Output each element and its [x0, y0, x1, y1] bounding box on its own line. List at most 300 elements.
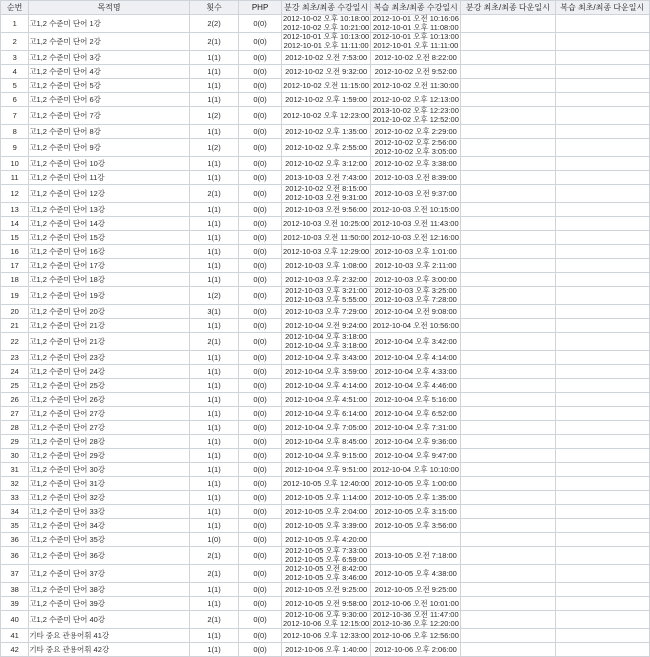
cell-count[interactable]: 2(1) — [189, 185, 239, 203]
cell-lecture-download[interactable] — [461, 287, 555, 305]
cell-review-download[interactable] — [555, 365, 649, 379]
cell-no[interactable]: 31 — [1, 463, 29, 477]
table-row[interactable] — [1, 583, 650, 597]
table-row[interactable] — [1, 51, 650, 65]
cell-php[interactable]: 0(0) — [239, 125, 281, 139]
cell-lecture-download[interactable] — [461, 597, 555, 611]
cell-title[interactable]: 고1,2 수준미 단어 25강 — [29, 379, 189, 393]
table-row[interactable] — [1, 449, 650, 463]
table-row[interactable] — [1, 93, 650, 107]
cell-count[interactable]: 1(1) — [189, 217, 239, 231]
cell-review-download[interactable] — [555, 217, 649, 231]
cell-review-datetime[interactable] — [371, 217, 461, 231]
cell-review-datetime[interactable] — [371, 533, 461, 547]
cell-no[interactable]: 32 — [1, 477, 29, 491]
cell-title[interactable]: 고1,2 수준미 단어 5강 — [29, 79, 189, 93]
cell-lecture-download[interactable] — [461, 477, 555, 491]
cell-lecture-datetime[interactable] — [281, 463, 371, 477]
cell-count[interactable]: 1(1) — [189, 65, 239, 79]
table-row[interactable] — [1, 365, 650, 379]
cell-lecture-datetime[interactable] — [281, 611, 371, 629]
cell-lecture-download[interactable] — [461, 245, 555, 259]
table-row[interactable] — [1, 171, 650, 185]
cell-title[interactable]: 고1,2 수준미 단어 1강 — [29, 15, 189, 33]
table-row[interactable] — [1, 65, 650, 79]
table-row[interactable] — [1, 565, 650, 583]
cell-lecture-download[interactable] — [461, 491, 555, 505]
cell-lecture-datetime[interactable] — [281, 287, 371, 305]
table-row[interactable] — [1, 203, 650, 217]
cell-title[interactable]: 고1,2 수준미 단어 32강 — [29, 491, 189, 505]
cell-title[interactable]: 고1,2 수준미 단어 21강 — [29, 319, 189, 333]
cell-count[interactable]: 2(2) — [189, 15, 239, 33]
cell-review-download[interactable] — [555, 93, 649, 107]
cell-review-datetime[interactable] — [371, 93, 461, 107]
cell-lecture-download[interactable] — [461, 125, 555, 139]
cell-no[interactable]: 30 — [1, 449, 29, 463]
cell-lecture-datetime[interactable] — [281, 245, 371, 259]
cell-lecture-datetime[interactable] — [281, 79, 371, 93]
cell-no[interactable]: 19 — [1, 287, 29, 305]
cell-lecture-download[interactable] — [461, 449, 555, 463]
cell-lecture-datetime[interactable] — [281, 273, 371, 287]
cell-count[interactable]: 1(1) — [189, 157, 239, 171]
cell-title[interactable]: 고1,2 수준미 단어 18강 — [29, 273, 189, 287]
cell-count[interactable]: 1(1) — [189, 125, 239, 139]
table-row[interactable] — [1, 597, 650, 611]
cell-lecture-datetime[interactable] — [281, 533, 371, 547]
cell-lecture-datetime[interactable] — [281, 305, 371, 319]
cell-review-download[interactable] — [555, 533, 649, 547]
cell-no[interactable]: 26 — [1, 393, 29, 407]
cell-review-download[interactable] — [555, 157, 649, 171]
cell-review-download[interactable] — [555, 491, 649, 505]
cell-count[interactable]: 1(1) — [189, 435, 239, 449]
cell-no[interactable]: 4 — [1, 65, 29, 79]
cell-no[interactable]: 35 — [1, 519, 29, 533]
table-row[interactable] — [1, 231, 650, 245]
cell-php[interactable]: 0(0) — [239, 407, 281, 421]
cell-title[interactable]: 고1,2 수준미 단어 37강 — [29, 565, 189, 583]
cell-review-download[interactable] — [555, 319, 649, 333]
cell-count[interactable]: 1(1) — [189, 643, 239, 657]
cell-review-download[interactable] — [555, 231, 649, 245]
table-row[interactable] — [1, 611, 650, 629]
cell-count[interactable]: 1(1) — [189, 477, 239, 491]
cell-title[interactable]: 고1,2 수준미 단어 19강 — [29, 287, 189, 305]
cell-php[interactable]: 0(0) — [239, 333, 281, 351]
cell-lecture-download[interactable] — [461, 185, 555, 203]
cell-count[interactable]: 1(1) — [189, 463, 239, 477]
cell-lecture-datetime[interactable] — [281, 171, 371, 185]
cell-php[interactable]: 0(0) — [239, 245, 281, 259]
cell-no[interactable]: 12 — [1, 185, 29, 203]
table-row[interactable] — [1, 157, 650, 171]
cell-review-download[interactable] — [555, 245, 649, 259]
cell-php[interactable]: 0(0) — [239, 519, 281, 533]
cell-review-download[interactable] — [555, 351, 649, 365]
cell-no[interactable]: 13 — [1, 203, 29, 217]
cell-php[interactable]: 0(0) — [239, 79, 281, 93]
cell-title[interactable]: 고1,2 수준미 단어 3강 — [29, 51, 189, 65]
cell-count[interactable]: 1(1) — [189, 273, 239, 287]
cell-review-download[interactable] — [555, 449, 649, 463]
cell-title[interactable]: 고1,2 수준미 단어 6강 — [29, 93, 189, 107]
cell-count[interactable]: 1(1) — [189, 171, 239, 185]
cell-review-datetime[interactable] — [371, 287, 461, 305]
cell-php[interactable]: 0(0) — [239, 217, 281, 231]
cell-lecture-datetime[interactable] — [281, 449, 371, 463]
cell-no[interactable]: 14 — [1, 217, 29, 231]
cell-lecture-datetime[interactable] — [281, 407, 371, 421]
cell-review-download[interactable] — [555, 519, 649, 533]
table-row[interactable] — [1, 319, 650, 333]
cell-php[interactable]: 0(0) — [239, 477, 281, 491]
cell-no[interactable]: 25 — [1, 379, 29, 393]
cell-title[interactable]: 고1,2 수준미 단어 36강 — [29, 547, 189, 565]
cell-count[interactable]: 1(1) — [189, 519, 239, 533]
cell-review-datetime[interactable] — [371, 407, 461, 421]
cell-php[interactable]: 0(0) — [239, 203, 281, 217]
cell-review-datetime[interactable] — [371, 65, 461, 79]
cell-php[interactable]: 0(0) — [239, 643, 281, 657]
cell-lecture-datetime[interactable] — [281, 379, 371, 393]
cell-php[interactable]: 0(0) — [239, 93, 281, 107]
cell-count[interactable]: 2(1) — [189, 611, 239, 629]
cell-review-download[interactable] — [555, 259, 649, 273]
cell-review-download[interactable] — [555, 629, 649, 643]
cell-review-download[interactable] — [555, 185, 649, 203]
cell-php[interactable]: 0(0) — [239, 107, 281, 125]
cell-no[interactable]: 18 — [1, 273, 29, 287]
cell-php[interactable]: 0(0) — [239, 157, 281, 171]
cell-count[interactable]: 1(1) — [189, 93, 239, 107]
cell-review-download[interactable] — [555, 15, 649, 33]
cell-php[interactable]: 0(0) — [239, 305, 281, 319]
column-header-count[interactable]: 횟수 — [189, 1, 239, 15]
cell-lecture-datetime[interactable] — [281, 547, 371, 565]
column-header-review-datetime[interactable]: 복습 최초/최종 수강일시 — [371, 1, 461, 15]
cell-lecture-download[interactable] — [461, 393, 555, 407]
table-row[interactable] — [1, 125, 650, 139]
cell-review-download[interactable] — [555, 305, 649, 319]
cell-review-datetime[interactable] — [371, 379, 461, 393]
table-row[interactable] — [1, 463, 650, 477]
table-row[interactable] — [1, 351, 650, 365]
column-header-review-download[interactable]: 복습 최초/최종 다운일시 — [555, 1, 649, 15]
cell-title[interactable]: 고1,2 수준미 단어 4강 — [29, 65, 189, 79]
cell-lecture-download[interactable] — [461, 157, 555, 171]
cell-review-datetime[interactable] — [371, 125, 461, 139]
cell-review-datetime[interactable] — [371, 139, 461, 157]
cell-title[interactable]: 고1,2 수준미 단어 33강 — [29, 505, 189, 519]
cell-lecture-datetime[interactable] — [281, 107, 371, 125]
table-row[interactable] — [1, 287, 650, 305]
cell-no[interactable]: 21 — [1, 319, 29, 333]
cell-lecture-download[interactable] — [461, 33, 555, 51]
table-row[interactable] — [1, 477, 650, 491]
table-row[interactable] — [1, 273, 650, 287]
cell-review-download[interactable] — [555, 463, 649, 477]
cell-review-datetime[interactable] — [371, 519, 461, 533]
cell-php[interactable]: 0(0) — [239, 629, 281, 643]
cell-review-datetime[interactable] — [371, 51, 461, 65]
cell-lecture-download[interactable] — [461, 611, 555, 629]
cell-no[interactable]: 27 — [1, 407, 29, 421]
cell-php[interactable]: 0(0) — [239, 611, 281, 629]
cell-php[interactable]: 0(0) — [239, 565, 281, 583]
cell-lecture-download[interactable] — [461, 65, 555, 79]
cell-lecture-datetime[interactable] — [281, 505, 371, 519]
cell-no[interactable]: 24 — [1, 365, 29, 379]
cell-review-datetime[interactable] — [371, 463, 461, 477]
cell-lecture-download[interactable] — [461, 365, 555, 379]
cell-no[interactable]: 16 — [1, 245, 29, 259]
table-row[interactable] — [1, 435, 650, 449]
cell-no[interactable]: 7 — [1, 107, 29, 125]
cell-review-datetime[interactable] — [371, 203, 461, 217]
cell-lecture-datetime[interactable] — [281, 33, 371, 51]
cell-php[interactable]: 0(0) — [239, 533, 281, 547]
cell-title[interactable]: 고1,2 수준미 단어 9강 — [29, 139, 189, 157]
cell-title[interactable]: 고1,2 수준미 단어 16강 — [29, 245, 189, 259]
cell-count[interactable]: 1(1) — [189, 231, 239, 245]
cell-no[interactable]: 2 — [1, 33, 29, 51]
cell-lecture-download[interactable] — [461, 533, 555, 547]
cell-count[interactable]: 1(1) — [189, 379, 239, 393]
cell-title[interactable]: 고1,2 수준미 단어 39강 — [29, 597, 189, 611]
cell-count[interactable]: 2(1) — [189, 333, 239, 351]
cell-count[interactable]: 1(1) — [189, 449, 239, 463]
cell-review-download[interactable] — [555, 597, 649, 611]
cell-count[interactable]: 1(1) — [189, 259, 239, 273]
cell-lecture-download[interactable] — [461, 273, 555, 287]
cell-lecture-datetime[interactable] — [281, 231, 371, 245]
cell-title[interactable]: 고1,2 수준미 단어 27강 — [29, 421, 189, 435]
cell-lecture-datetime[interactable] — [281, 435, 371, 449]
cell-title[interactable]: 고1,2 수준미 단어 26강 — [29, 393, 189, 407]
column-header-lecture-datetime[interactable]: 분강 최초/최종 수강일시 — [281, 1, 371, 15]
cell-lecture-datetime[interactable] — [281, 365, 371, 379]
table-row[interactable] — [1, 139, 650, 157]
cell-no[interactable]: 6 — [1, 93, 29, 107]
cell-count[interactable]: 1(1) — [189, 319, 239, 333]
cell-php[interactable]: 0(0) — [239, 421, 281, 435]
table-row[interactable] — [1, 407, 650, 421]
cell-review-datetime[interactable] — [371, 15, 461, 33]
cell-review-download[interactable] — [555, 51, 649, 65]
cell-review-download[interactable] — [555, 435, 649, 449]
cell-php[interactable]: 0(0) — [239, 65, 281, 79]
table-row[interactable] — [1, 491, 650, 505]
cell-review-datetime[interactable] — [371, 643, 461, 657]
cell-title[interactable]: 고1,2 수준미 단어 2강 — [29, 33, 189, 51]
cell-title[interactable]: 고1,2 수준미 단어 38강 — [29, 583, 189, 597]
cell-no[interactable]: 3 — [1, 51, 29, 65]
cell-lecture-datetime[interactable] — [281, 203, 371, 217]
cell-review-datetime[interactable] — [371, 629, 461, 643]
cell-count[interactable]: 1(1) — [189, 351, 239, 365]
cell-title[interactable]: 고1,2 수준미 단어 40강 — [29, 611, 189, 629]
cell-review-download[interactable] — [555, 139, 649, 157]
cell-review-datetime[interactable] — [371, 305, 461, 319]
cell-lecture-datetime[interactable] — [281, 519, 371, 533]
cell-title[interactable]: 기타 중요 관용어휘 42강 — [29, 643, 189, 657]
cell-no[interactable]: 1 — [1, 15, 29, 33]
cell-no[interactable]: 39 — [1, 597, 29, 611]
cell-title[interactable]: 고1,2 수준미 단어 24강 — [29, 365, 189, 379]
table-row[interactable] — [1, 333, 650, 351]
cell-count[interactable]: 1(1) — [189, 407, 239, 421]
cell-title[interactable]: 고1,2 수준미 단어 13강 — [29, 203, 189, 217]
cell-lecture-download[interactable] — [461, 171, 555, 185]
cell-title[interactable]: 고1,2 수준미 단어 30강 — [29, 463, 189, 477]
cell-review-datetime[interactable] — [371, 231, 461, 245]
cell-lecture-datetime[interactable] — [281, 15, 371, 33]
cell-lecture-datetime[interactable] — [281, 93, 371, 107]
cell-count[interactable]: 1(2) — [189, 107, 239, 125]
cell-php[interactable]: 0(0) — [239, 139, 281, 157]
cell-review-datetime[interactable] — [371, 185, 461, 203]
cell-no[interactable]: 28 — [1, 421, 29, 435]
cell-count[interactable]: 1(1) — [189, 421, 239, 435]
cell-review-download[interactable] — [555, 407, 649, 421]
cell-lecture-download[interactable] — [461, 565, 555, 583]
cell-title[interactable]: 고1,2 수준미 단어 35강 — [29, 533, 189, 547]
cell-php[interactable]: 0(0) — [239, 463, 281, 477]
cell-review-download[interactable] — [555, 393, 649, 407]
cell-lecture-datetime[interactable] — [281, 629, 371, 643]
cell-lecture-download[interactable] — [461, 79, 555, 93]
cell-count[interactable]: 1(0) — [189, 533, 239, 547]
cell-php[interactable]: 0(0) — [239, 505, 281, 519]
cell-php[interactable]: 0(0) — [239, 185, 281, 203]
cell-title[interactable]: 고1,2 수준미 단어 23강 — [29, 351, 189, 365]
cell-no[interactable]: 20 — [1, 305, 29, 319]
cell-lecture-datetime[interactable] — [281, 351, 371, 365]
cell-lecture-download[interactable] — [461, 379, 555, 393]
cell-lecture-download[interactable] — [461, 583, 555, 597]
cell-review-download[interactable] — [555, 477, 649, 491]
cell-title[interactable]: 고1,2 수준미 단어 17강 — [29, 259, 189, 273]
cell-review-datetime[interactable] — [371, 79, 461, 93]
cell-lecture-datetime[interactable] — [281, 491, 371, 505]
cell-lecture-datetime[interactable] — [281, 477, 371, 491]
cell-lecture-datetime[interactable] — [281, 597, 371, 611]
cell-review-download[interactable] — [555, 421, 649, 435]
cell-review-datetime[interactable] — [371, 435, 461, 449]
cell-no[interactable]: 10 — [1, 157, 29, 171]
cell-no[interactable]: 5 — [1, 79, 29, 93]
table-row[interactable] — [1, 217, 650, 231]
cell-lecture-download[interactable] — [461, 519, 555, 533]
cell-php[interactable]: 0(0) — [239, 449, 281, 463]
cell-review-download[interactable] — [555, 125, 649, 139]
cell-lecture-datetime[interactable] — [281, 393, 371, 407]
cell-review-datetime[interactable] — [371, 491, 461, 505]
cell-title[interactable]: 고1,2 수준미 단어 14강 — [29, 217, 189, 231]
cell-title[interactable]: 고1,2 수준미 단어 8강 — [29, 125, 189, 139]
cell-lecture-datetime[interactable] — [281, 333, 371, 351]
cell-review-datetime[interactable] — [371, 505, 461, 519]
cell-title[interactable]: 고1,2 수준미 단어 28강 — [29, 435, 189, 449]
table-row[interactable] — [1, 379, 650, 393]
cell-no[interactable]: 36 — [1, 547, 29, 565]
cell-php[interactable]: 0(0) — [239, 171, 281, 185]
cell-lecture-download[interactable] — [461, 505, 555, 519]
cell-lecture-download[interactable] — [461, 351, 555, 365]
cell-lecture-datetime[interactable] — [281, 421, 371, 435]
cell-count[interactable]: 1(1) — [189, 491, 239, 505]
cell-lecture-download[interactable] — [461, 547, 555, 565]
cell-php[interactable]: 0(0) — [239, 583, 281, 597]
cell-review-download[interactable] — [555, 171, 649, 185]
cell-php[interactable]: 0(0) — [239, 597, 281, 611]
table-row[interactable] — [1, 643, 650, 657]
cell-count[interactable]: 2(1) — [189, 565, 239, 583]
cell-no[interactable]: 36 — [1, 533, 29, 547]
cell-php[interactable]: 0(0) — [239, 547, 281, 565]
cell-php[interactable]: 0(0) — [239, 287, 281, 305]
cell-lecture-download[interactable] — [461, 333, 555, 351]
cell-review-datetime[interactable] — [371, 333, 461, 351]
cell-lecture-datetime[interactable] — [281, 185, 371, 203]
cell-lecture-datetime[interactable] — [281, 65, 371, 79]
cell-title[interactable]: 고1,2 수준미 단어 11강 — [29, 171, 189, 185]
cell-title[interactable]: 고1,2 수준미 단어 20강 — [29, 305, 189, 319]
cell-title[interactable]: 고1,2 수준미 단어 31강 — [29, 477, 189, 491]
cell-title[interactable]: 고1,2 수준미 단어 21강 — [29, 333, 189, 351]
cell-php[interactable]: 0(0) — [239, 33, 281, 51]
cell-review-datetime[interactable] — [371, 171, 461, 185]
cell-review-datetime[interactable] — [371, 583, 461, 597]
cell-lecture-datetime[interactable] — [281, 319, 371, 333]
cell-lecture-download[interactable] — [461, 305, 555, 319]
cell-count[interactable]: 1(1) — [189, 505, 239, 519]
cell-title[interactable]: 기타 중요 관용어휘 41강 — [29, 629, 189, 643]
cell-review-download[interactable] — [555, 583, 649, 597]
cell-count[interactable]: 1(1) — [189, 393, 239, 407]
cell-review-datetime[interactable] — [371, 547, 461, 565]
cell-no[interactable]: 29 — [1, 435, 29, 449]
cell-lecture-datetime[interactable] — [281, 583, 371, 597]
cell-php[interactable]: 0(0) — [239, 379, 281, 393]
cell-lecture-download[interactable] — [461, 15, 555, 33]
cell-review-datetime[interactable] — [371, 33, 461, 51]
cell-no[interactable]: 17 — [1, 259, 29, 273]
table-row[interactable] — [1, 305, 650, 319]
cell-lecture-download[interactable] — [461, 51, 555, 65]
table-row[interactable] — [1, 79, 650, 93]
cell-review-datetime[interactable] — [371, 421, 461, 435]
cell-lecture-download[interactable] — [461, 319, 555, 333]
cell-count[interactable]: 1(1) — [189, 629, 239, 643]
cell-lecture-download[interactable] — [461, 217, 555, 231]
cell-lecture-datetime[interactable] — [281, 643, 371, 657]
table-row[interactable] — [1, 533, 650, 547]
cell-review-datetime[interactable] — [371, 107, 461, 125]
cell-no[interactable]: 41 — [1, 629, 29, 643]
table-row[interactable] — [1, 15, 650, 33]
cell-title[interactable]: 고1,2 수준미 단어 12강 — [29, 185, 189, 203]
cell-lecture-datetime[interactable] — [281, 51, 371, 65]
cell-review-datetime[interactable] — [371, 259, 461, 273]
cell-lecture-datetime[interactable] — [281, 157, 371, 171]
cell-review-download[interactable] — [555, 611, 649, 629]
table-row[interactable] — [1, 421, 650, 435]
cell-php[interactable]: 0(0) — [239, 435, 281, 449]
cell-review-datetime[interactable] — [371, 477, 461, 491]
